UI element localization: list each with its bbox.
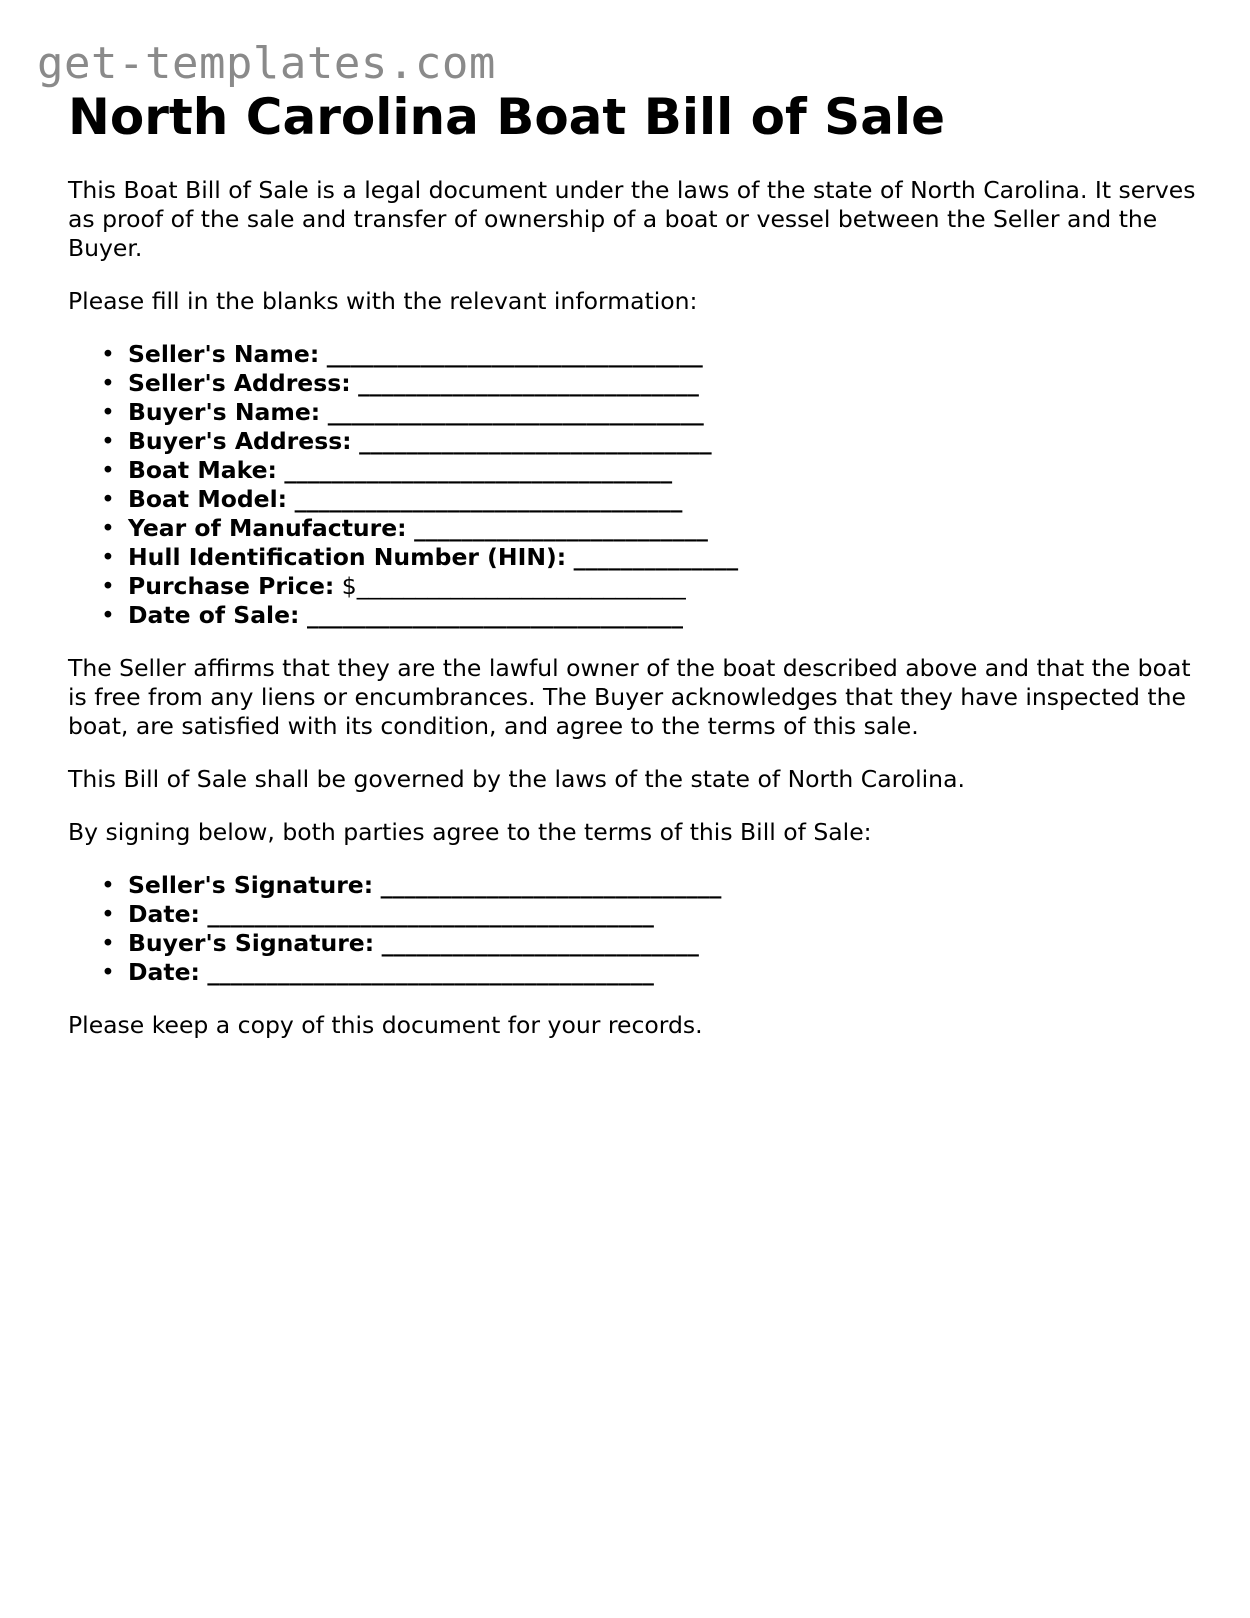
field-blank-line[interactable]: ____________________________ — [356, 572, 686, 600]
field-sellers-address — [101, 369, 1198, 398]
field-label: Boat Make: — [128, 456, 277, 484]
signature-seller-date — [101, 900, 1198, 929]
field-blank-line[interactable]: _____________________________ — [358, 369, 699, 397]
field-blank-line[interactable]: _________________________________ — [284, 456, 673, 484]
field-label: Buyer's Signature: — [128, 929, 375, 957]
signing-intro-paragraph: By signing below, both parties agree to the terms of this Bill of Sale: — [68, 818, 872, 846]
field-label: Seller's Name: — [128, 340, 320, 368]
field-blank-line[interactable]: _________________________ — [414, 514, 708, 542]
field-label: Date of Sale: — [128, 601, 300, 629]
field-purchase-price — [101, 572, 1198, 601]
signature-blank-line[interactable]: _____________________________ — [380, 871, 722, 899]
field-label: Hull Identification Number (HIN): — [128, 543, 567, 571]
document-body — [68, 86, 1198, 1040]
field-boat-make — [101, 456, 1198, 485]
instructions-paragraph: Please fill in the blanks with the relevant information: — [68, 287, 698, 315]
governing-law-paragraph: This Bill of Sale shall be governed by the laws of the state of North Carolina. — [68, 765, 965, 793]
signature-buyers-signature — [101, 929, 1198, 958]
field-buyers-address — [101, 427, 1198, 456]
signature-buyer-date — [101, 958, 1198, 987]
field-sellers-name — [101, 340, 1198, 369]
signature-blank-line[interactable]: ______________________________________ — [207, 958, 654, 986]
field-buyers-name — [101, 398, 1198, 427]
field-label: Date: — [128, 900, 200, 928]
document-title: North Carolina Boat Bill of Sale — [68, 88, 945, 146]
field-label: Purchase Price: — [128, 572, 335, 600]
closing-paragraph: Please keep a copy of this document for your records. — [68, 1011, 703, 1039]
sale-details-list — [68, 340, 1198, 630]
field-label: Buyer's Name: — [128, 398, 321, 426]
field-label: Boat Model: — [128, 485, 288, 513]
intro-paragraph: This Boat Bill of Sale is a legal document under the laws of the state of North Carolina. It serves as proof of the sale and transfer of ownership of a boat or vessel between the Seller and the Buyer. — [68, 176, 1196, 262]
field-blank-line[interactable]: ______________________________ — [359, 427, 712, 455]
signature-blank-line[interactable]: ___________________________ — [381, 929, 699, 957]
field-label: Year of Manufacture: — [128, 514, 407, 542]
currency-symbol: $ — [341, 572, 357, 600]
affirmation-paragraph: The Seller affirms that they are the lawful owner of the boat described above and that the boat is free from any liens or encumbrances. The Buyer acknowledges that they have inspected the boat, are satisfied with its condition, and agree to the terms of this sale. — [68, 654, 1191, 740]
field-label: Date: — [128, 958, 200, 986]
field-boat-model — [101, 485, 1198, 514]
field-label: Seller's Address: — [128, 369, 351, 397]
field-blank-line[interactable]: _________________________________ — [294, 485, 683, 513]
field-hull-identification-number — [101, 543, 1198, 572]
field-blank-line[interactable]: ________________________________ — [306, 601, 683, 629]
field-blank-line[interactable]: ______________ — [573, 543, 739, 571]
field-blank-line[interactable]: ________________________________ — [326, 340, 703, 368]
field-label: Seller's Signature: — [128, 871, 374, 899]
watermark-text: get-templates.com — [37, 38, 496, 89]
field-year-of-manufacture — [101, 514, 1198, 543]
field-date-of-sale — [101, 601, 1198, 630]
signatures-list — [68, 871, 1198, 987]
field-label: Buyer's Address: — [128, 427, 352, 455]
field-blank-line[interactable]: ________________________________ — [327, 398, 704, 426]
signature-sellers-signature — [101, 871, 1198, 900]
signature-blank-line[interactable]: ______________________________________ — [207, 900, 654, 928]
